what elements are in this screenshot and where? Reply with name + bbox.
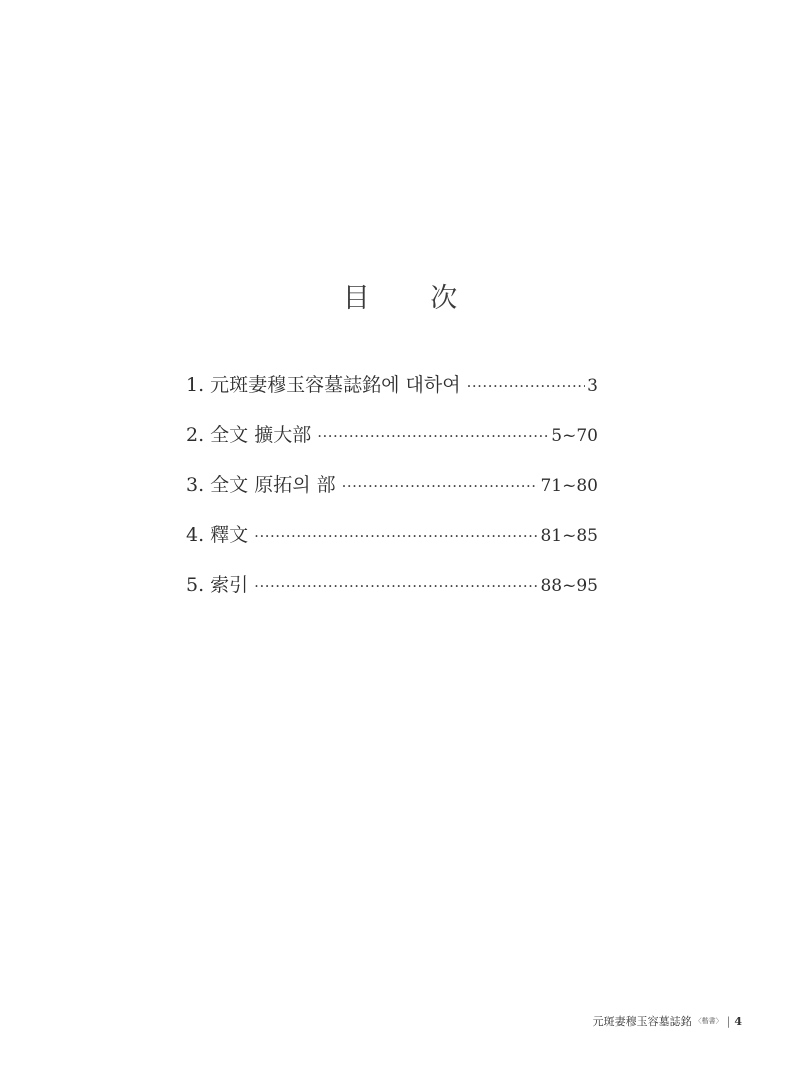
toc-dot-leader xyxy=(467,377,586,395)
toc-entry-label: 4. 釋文 xyxy=(186,524,249,546)
toc-entry-label: 3. 全文 原拓의 部 xyxy=(186,474,336,496)
toc-entry-label: 2. 全文 擴大部 xyxy=(186,424,312,446)
toc-entry-page: 3 xyxy=(587,376,598,396)
toc-dot-leader xyxy=(254,527,538,545)
page-footer xyxy=(593,1013,742,1029)
toc-entry[interactable] xyxy=(186,570,598,620)
toc-entry-label: 5. 索引 xyxy=(186,574,249,596)
toc-dot-leader xyxy=(342,477,539,495)
toc-entry-label: 1. 元斑妻穆玉容墓誌銘에 대하여 xyxy=(186,374,461,396)
toc-entry-page: 81~85 xyxy=(540,526,598,546)
toc-entry[interactable] xyxy=(186,420,598,470)
toc-entry-page: 88~95 xyxy=(540,576,598,596)
toc-dot-leader xyxy=(254,577,538,595)
footer-page-number: 4 xyxy=(734,1014,742,1028)
toc-entry-page: 5~70 xyxy=(551,426,598,446)
toc-entry[interactable] xyxy=(186,520,598,570)
toc-dot-leader xyxy=(317,427,549,445)
footer-separator: | xyxy=(726,1014,731,1028)
footer-book-title: 元斑妻穆玉容墓誌銘 xyxy=(592,1015,692,1028)
toc-entry[interactable] xyxy=(186,470,598,520)
page-title: 目 次 xyxy=(342,283,484,314)
toc-entry-page: 71~80 xyxy=(540,476,598,496)
footer-subtitle: 〈楷書〉 xyxy=(694,1017,723,1025)
toc-entry[interactable] xyxy=(186,370,598,420)
table-of-contents xyxy=(186,370,598,620)
